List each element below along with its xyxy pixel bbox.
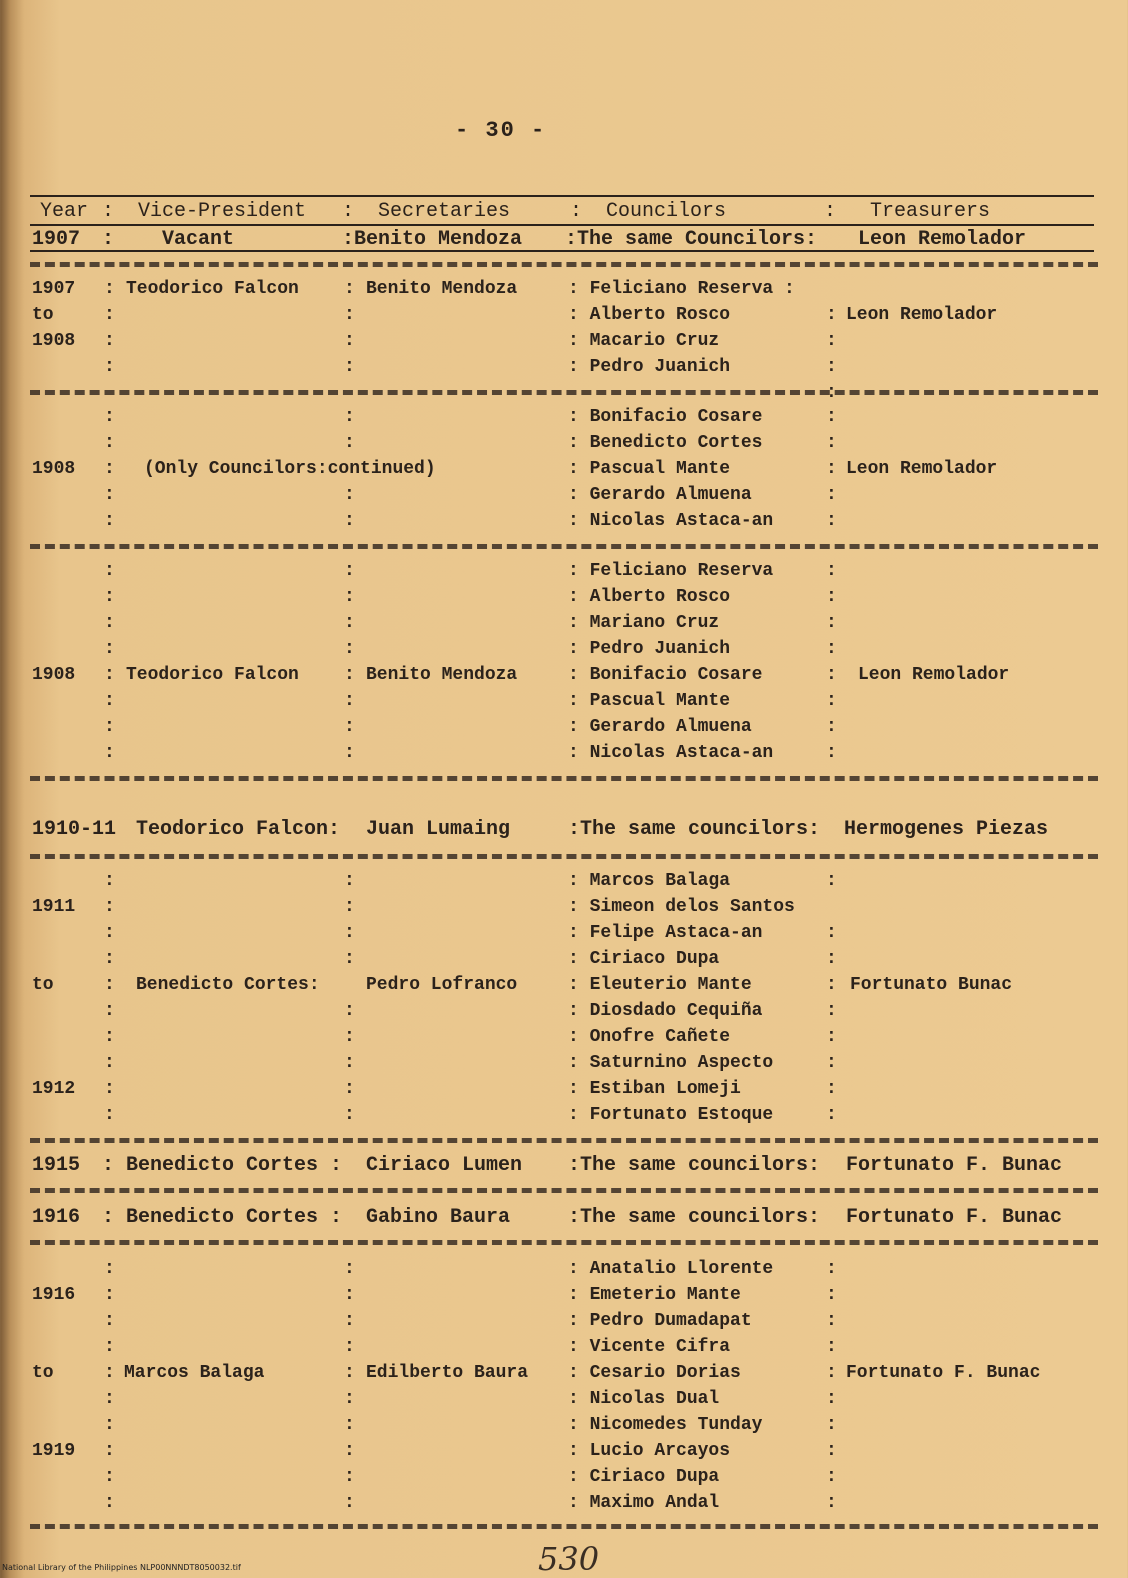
block-year: 1908 xyxy=(32,459,76,479)
row-treasurer: Fortunato F. Bunac xyxy=(846,1206,1063,1229)
block-separators: : : : : : : : : : xyxy=(344,871,355,1125)
row-treasurer: Leon Remolador xyxy=(858,228,1027,251)
block-separators: : : : : : : : : xyxy=(104,561,115,763)
block-separators: : : : : : : : : : : xyxy=(344,1259,355,1513)
block-secretary: Edilberto Baura xyxy=(366,1363,529,1383)
block-treasurer: Leon Remolador xyxy=(846,459,998,479)
row-councilors: :The same Councilors: xyxy=(565,228,818,251)
row-divider xyxy=(30,544,1098,549)
header-vice-president: Vice-President xyxy=(138,200,307,223)
block-treasurer: Leon Remolador xyxy=(858,665,1010,685)
row-vice-president: : Benedicto Cortes : xyxy=(102,1206,343,1229)
block-councilors: : Anatalio Llorente : Emeterio Mante : Pedro Dumadapat : Vicente Cifra : Cesario Dorias : Nicolas Dual : Nicomedes Tunday : Lucio Arcayos : Ciriaco Dupa : Maximo Andal xyxy=(568,1259,774,1513)
handwritten-page-number: 530 xyxy=(538,1540,600,1578)
block-councilors: : Marcos Balaga : Simeon delos Santos : Felipe Astaca-an : Ciriaco Dupa : Eleuterio Mante : Diosdado Cequiña : Onofre Cañete : Saturnino Aspecto : Estiban Lomeji : Fortunato Estoque xyxy=(568,871,795,1125)
block-year: 1908 xyxy=(32,665,76,685)
header-councilors: Councilors xyxy=(606,200,727,223)
block-separators: : : : : : : : : xyxy=(344,561,355,763)
row-divider xyxy=(30,1188,1098,1193)
block-separators: : : : : : : : : : : xyxy=(826,1259,837,1513)
row-year: 1910-11 xyxy=(32,818,117,841)
header-year: Year xyxy=(40,200,89,223)
row-divider xyxy=(30,1240,1098,1245)
block-treasurer: Leon Remolador xyxy=(846,305,998,325)
header-bottom-rule xyxy=(30,224,1094,226)
row-divider xyxy=(30,1524,1098,1529)
row-vice-president: Teodorico Falcon: xyxy=(136,818,341,841)
block-separators: : : : : : : : : : : xyxy=(104,871,115,1125)
header-sep: : xyxy=(102,200,115,223)
header-top-rule xyxy=(30,195,1094,197)
row-secretary: Gabino Baura xyxy=(366,1206,511,1229)
block-separators: : : : : : : : : xyxy=(826,561,837,763)
block-councilors: : Bonifacio Cosare : Benedicto Cortes : Pascual Mante : Gerardo Almuena : Nicolas Astaca-an xyxy=(568,407,774,531)
row-year: 1907 xyxy=(32,228,81,251)
header-sep: : xyxy=(342,200,355,223)
scan-footer: National Library of the Philippines NLP00NNNDT8050032.tif xyxy=(2,1563,241,1572)
block-year: 1916 to 1919 xyxy=(32,1285,76,1461)
block-separators: : : : : xyxy=(344,279,355,377)
block-councilors: : Feliciano Reserva : Alberto Rosco : Mariano Cruz : Pedro Juanich : Bonifacio Cosare : Pascual Mante : Gerardo Almuena : Nicolas Astaca-an xyxy=(568,561,774,763)
row-councilors: :The same councilors: xyxy=(568,1206,821,1229)
row-secretary: Ciriaco Lumen xyxy=(366,1154,523,1177)
header-sep: : xyxy=(570,200,583,223)
block-separators: : : : : : : : : : xyxy=(826,871,837,1125)
row-councilors: :The same councilors: xyxy=(568,818,821,841)
row-year: 1916 xyxy=(32,1206,81,1229)
row-secretary: Benito Mendoza xyxy=(354,228,523,251)
block-vice-president: Teodorico Falcon xyxy=(126,279,299,299)
row-divider xyxy=(30,854,1098,859)
row-divider xyxy=(30,776,1098,781)
page-number: - 30 - xyxy=(455,118,547,143)
block-separators: : : : : xyxy=(104,279,115,377)
row-divider xyxy=(30,390,1098,395)
block-vice-president: (Only Councilors:continued) xyxy=(144,459,436,479)
block-year: 1911 to 1912 xyxy=(32,897,76,1099)
block-secretary: Benito Mendoza xyxy=(366,665,518,685)
block-year: 1907 to 1908 xyxy=(32,279,76,351)
row-sep: : xyxy=(342,228,355,251)
block-secretary: Pedro Lofranco xyxy=(366,975,518,995)
row-treasurer: Fortunato F. Bunac xyxy=(846,1154,1063,1177)
block-vice-president: Marcos Balaga xyxy=(124,1363,265,1383)
row-vice-president: : Benedicto Cortes : xyxy=(102,1154,343,1177)
block-treasurer: Fortunato F. Bunac xyxy=(846,1363,1041,1383)
block-councilors: : Feliciano Reserva : : Alberto Rosco : Macario Cruz : Pedro Juanich xyxy=(568,279,795,377)
row-year: 1915 xyxy=(32,1154,81,1177)
block-separators: : : : : : xyxy=(104,407,115,531)
row-divider xyxy=(30,262,1098,267)
header-treasurers: Treasurers xyxy=(870,200,991,223)
block-separators: : : : : : xyxy=(826,407,837,531)
block-separators: : : : : xyxy=(344,407,355,531)
row-councilors: :The same councilors: xyxy=(568,1154,821,1177)
block-separators: : : : : : : : : : : xyxy=(104,1259,115,1513)
row-treasurer: Hermogenes Piezas xyxy=(844,818,1049,841)
row-secretary: Juan Lumaing xyxy=(366,818,511,841)
block-vice-president: Benedicto Cortes: xyxy=(136,975,320,995)
row-vice-president: Vacant xyxy=(162,228,235,251)
block-vice-president: Teodorico Falcon xyxy=(126,665,299,685)
header-secretaries: Secretaries xyxy=(378,200,511,223)
row-divider xyxy=(30,1138,1098,1143)
block-separators: : : : : xyxy=(826,305,837,403)
block-treasurer: Fortunato Bunac xyxy=(850,975,1013,995)
block-secretary: Benito Mendoza xyxy=(366,279,518,299)
row-sep: : xyxy=(102,228,115,251)
header-sep: : xyxy=(824,200,837,223)
